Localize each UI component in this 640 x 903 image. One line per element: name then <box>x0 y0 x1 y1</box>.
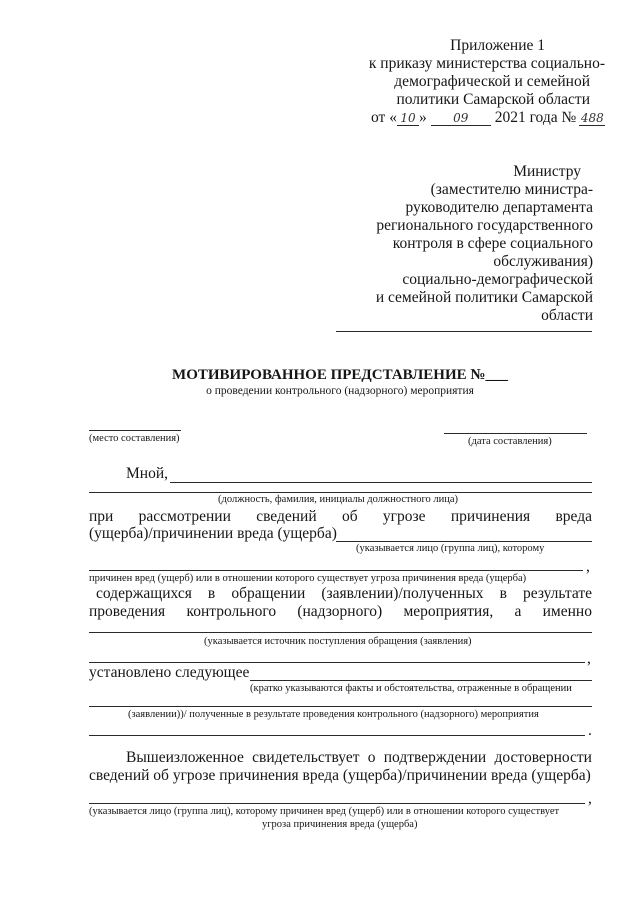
word: об <box>341 508 358 525</box>
appendix-line: политики Самарской области <box>396 91 590 108</box>
word: контрольного <box>186 603 277 620</box>
comma-3: , <box>588 790 592 807</box>
comma-1: , <box>586 558 590 575</box>
word: (заявлении)/полученных <box>321 585 484 602</box>
word: (надзорного) <box>297 603 383 620</box>
word: в <box>207 585 216 602</box>
confirm-line <box>126 749 592 767</box>
place-line <box>89 430 181 431</box>
word: свидетельствует <box>252 749 360 766</box>
facts-line-3 <box>89 735 585 736</box>
final-caption-2: угроза причинения вреда (ущерба) <box>262 819 418 830</box>
official-caption: (должность, фамилия, инициалы должностного лица) <box>218 494 459 505</box>
word: а <box>514 603 522 620</box>
final-caption: (указывается лицо (группа лиц), которому причинен вред (ущерб) или в отношении которого существует <box>89 806 560 817</box>
final-line <box>89 803 585 804</box>
place-caption: (место составления) <box>89 433 180 444</box>
addressee-name-line <box>336 331 592 332</box>
facts-line-2 <box>89 706 592 707</box>
date-mid: » <box>418 109 427 126</box>
mnoi-label: Мной, <box>126 465 168 482</box>
word: в <box>499 585 507 602</box>
official-line-1 <box>170 482 592 483</box>
word: Вышеизложенное <box>126 749 244 766</box>
word: причинения <box>450 508 531 525</box>
established-label: установлено следующее <box>89 664 250 681</box>
period: . <box>588 722 592 739</box>
word: рассмотрении <box>138 508 231 525</box>
word: сведений <box>256 508 317 525</box>
date-year: 2021 года № <box>494 109 577 126</box>
addressee-line: области <box>541 307 593 324</box>
facts-line-1 <box>250 680 592 681</box>
addressee-line: регионального государственного <box>376 217 593 234</box>
word: проведения <box>89 603 166 620</box>
addressee-block <box>330 163 593 325</box>
consider-line <box>89 508 592 526</box>
addressee-line: руководителю департамента <box>405 199 593 216</box>
addressee-line: контроля в сфере социального <box>392 235 593 252</box>
word: вреда <box>555 508 592 525</box>
appendix-header <box>330 37 605 109</box>
word: достоверности <box>494 749 592 766</box>
person-line-2 <box>89 570 583 571</box>
addressee-line: (заместителю министра- <box>430 181 593 198</box>
word: обращении <box>231 585 306 602</box>
official-line-2 <box>89 492 592 493</box>
word: при <box>89 508 114 525</box>
word: содержащихся <box>96 585 192 602</box>
word: о <box>367 749 376 766</box>
order-date-line <box>371 109 605 129</box>
appendix-line: к приказу министерства социально- <box>368 55 605 72</box>
harm-line-text: (ущерба)/причинении вреда (ущерба) <box>89 525 337 542</box>
comma-2: , <box>587 650 591 667</box>
addressee-line: обслуживания) <box>493 253 593 270</box>
confirm-line-2: сведений об угрозе причинения вреда (ущерба)/причинении вреда (ущерба) <box>89 767 591 784</box>
word: мероприятия, <box>403 603 494 620</box>
date-line <box>444 433 587 434</box>
date-day: 10 <box>397 111 419 126</box>
contained-line <box>96 585 592 603</box>
source-line <box>89 632 592 633</box>
appendix-line: демографической и семейной <box>394 73 590 90</box>
addressee-line: социально-демографической <box>402 271 593 288</box>
facts-caption-2: (заявлении))/ полученные в результате проведения контрольного (надзорного) мероприятия <box>128 709 539 720</box>
date-month: 09 <box>431 111 491 126</box>
document-title: МОТИВИРОВАННОЕ ПРЕДСТАВЛЕНИЕ №___ <box>172 367 508 383</box>
document-subtitle: о проведении контрольного (надзорного) мероприятия <box>206 385 474 397</box>
conducted-line <box>89 603 592 621</box>
addressee-line: и семейной политики Самарской <box>375 289 593 306</box>
date-prefix: от « <box>371 109 397 126</box>
person-caption: (указывается лицо (группа лиц), которому <box>356 543 545 554</box>
word: именно <box>542 603 592 620</box>
appendix-line: Приложение 1 <box>450 37 545 54</box>
addressee-line: Министру <box>513 163 581 180</box>
person-line-1 <box>336 541 592 542</box>
source-caption: (указывается источник поступления обращения (заявления) <box>204 636 472 647</box>
person-caption-2: причинен вред (ущерб) или в отношении которого существует угроза причинения вреда (ущерба) <box>89 573 527 584</box>
word: результате <box>523 585 592 602</box>
source-line-2 <box>89 662 585 663</box>
word: подтверждении <box>383 749 487 766</box>
facts-caption: (кратко указываются факты и обстоятельства, отраженные в обращении <box>250 683 572 694</box>
word: угрозе <box>382 508 426 525</box>
date-caption: (дата составления) <box>468 436 552 447</box>
order-number: 488 <box>580 111 604 125</box>
